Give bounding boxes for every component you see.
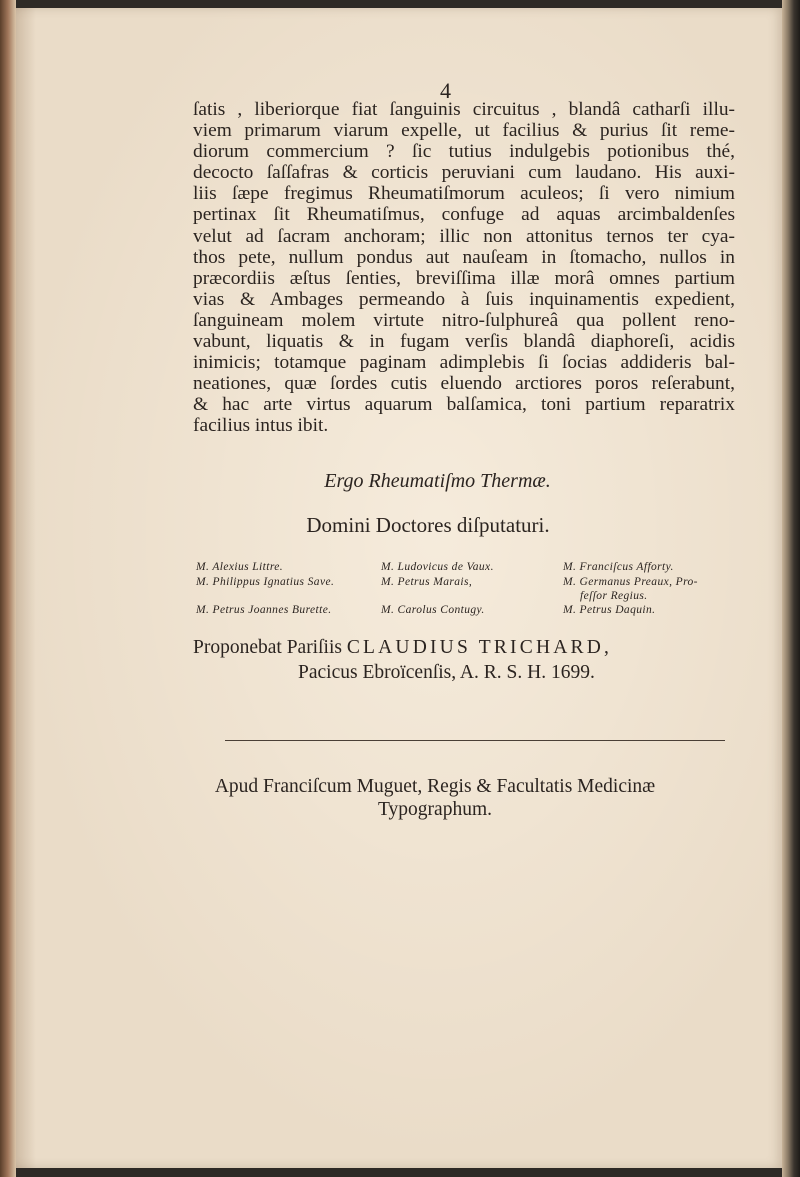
doctors-heading: Domini Doctores diſputaturi.	[306, 513, 550, 537]
body-line: ſatis , liberiorque fiat ſanguinis circuitus , blandâ catharſi illu-	[193, 99, 735, 120]
doctor-name: M. Carolus Contugy.	[381, 604, 485, 616]
doctor-name: M. Franciſcus Afforty.	[563, 561, 674, 573]
body-line: decocto ſaſſafras & corticis peruviani cum laudano. His auxi-	[193, 162, 735, 184]
body-line: inimicis; totamque paginam adimplebis ſi ſocias addideris bal-	[193, 352, 735, 374]
thesis-statement: Ergo Rheumatiſmo Thermæ.	[324, 470, 551, 492]
page-number: 4	[440, 78, 451, 103]
doctor-name: M. Alexius Littre.	[196, 561, 284, 573]
doctor-name: M. Ludovicus de Vaux.	[381, 561, 494, 573]
book-page-edges	[782, 0, 800, 1177]
body-line: vabunt, liquatis & in fugam verſis blandâ diaphoreſi, acidis	[193, 331, 735, 353]
doctor-name: M. Petrus Marais,	[381, 576, 473, 588]
respondent-line	[193, 635, 612, 660]
doctor-name: M. Philippus Ignatius Save.	[196, 576, 335, 588]
imprint-line: Typographum.	[378, 799, 492, 820]
body-line: neationes, quæ ſordes cutis eluendo arctiores poros reſerabunt,	[193, 373, 735, 395]
doctor-name: M. Petrus Joannes Burette.	[196, 604, 332, 616]
respondent-origin-date: Pacicus Ebroïcenſis, A. R. S. H. 1699.	[298, 662, 595, 683]
body-line: facilius intus ibit.	[193, 415, 329, 437]
body-line: pertinax ſit Rheumatiſmus, confuge ad aquas arcimbaldenſes	[193, 204, 735, 226]
body-line: thos pete, nullum pondus aut nauſeam in ſtomacho, nullos in	[193, 246, 735, 268]
respondent-prefix: Proponebat Pariſiis	[193, 637, 342, 658]
doctor-name: feſſor Regius.	[580, 590, 648, 602]
body-line: ſanguineam molem virtute nitro-ſulphureâ qua pollent reno-	[193, 309, 735, 331]
body-line: liis ſæpe fregimus Rheumatiſmorum aculeos; ſi vero nimium	[193, 183, 735, 205]
doctor-name: M. Germanus Preaux, Pro-	[563, 576, 698, 588]
body-paragraph	[193, 99, 735, 437]
body-line: viem primarum viarum expelle, ut facilius & purius ſit reme-	[193, 120, 735, 142]
body-line: præcordiis æſtus ſenties, breviſſima illæ morâ omnes partium	[193, 267, 735, 289]
body-line: velut ad ſacram anchoram; illic non attonitus ternos ter cya-	[193, 225, 735, 247]
body-line: vias & Ambages permeando à ſuis inquinamentis expedient,	[193, 288, 735, 310]
doctor-name: M. Petrus Daquin.	[563, 604, 656, 616]
body-line: diorum commercium ? ſic tutius indulgebis potionibus thé,	[193, 141, 735, 163]
respondent-name: CLAUDIUS TRICHARD,	[346, 637, 613, 658]
book-gutter	[0, 0, 16, 1177]
printer-imprint	[0, 775, 800, 821]
imprint-line: Apud Franciſcum Muguet, Regis & Facultatis Medicinæ	[214, 776, 656, 797]
divider-rule	[225, 740, 725, 741]
body-line: & hac arte virtus aquarum balſamica, toni partium reparatrix	[193, 394, 735, 416]
